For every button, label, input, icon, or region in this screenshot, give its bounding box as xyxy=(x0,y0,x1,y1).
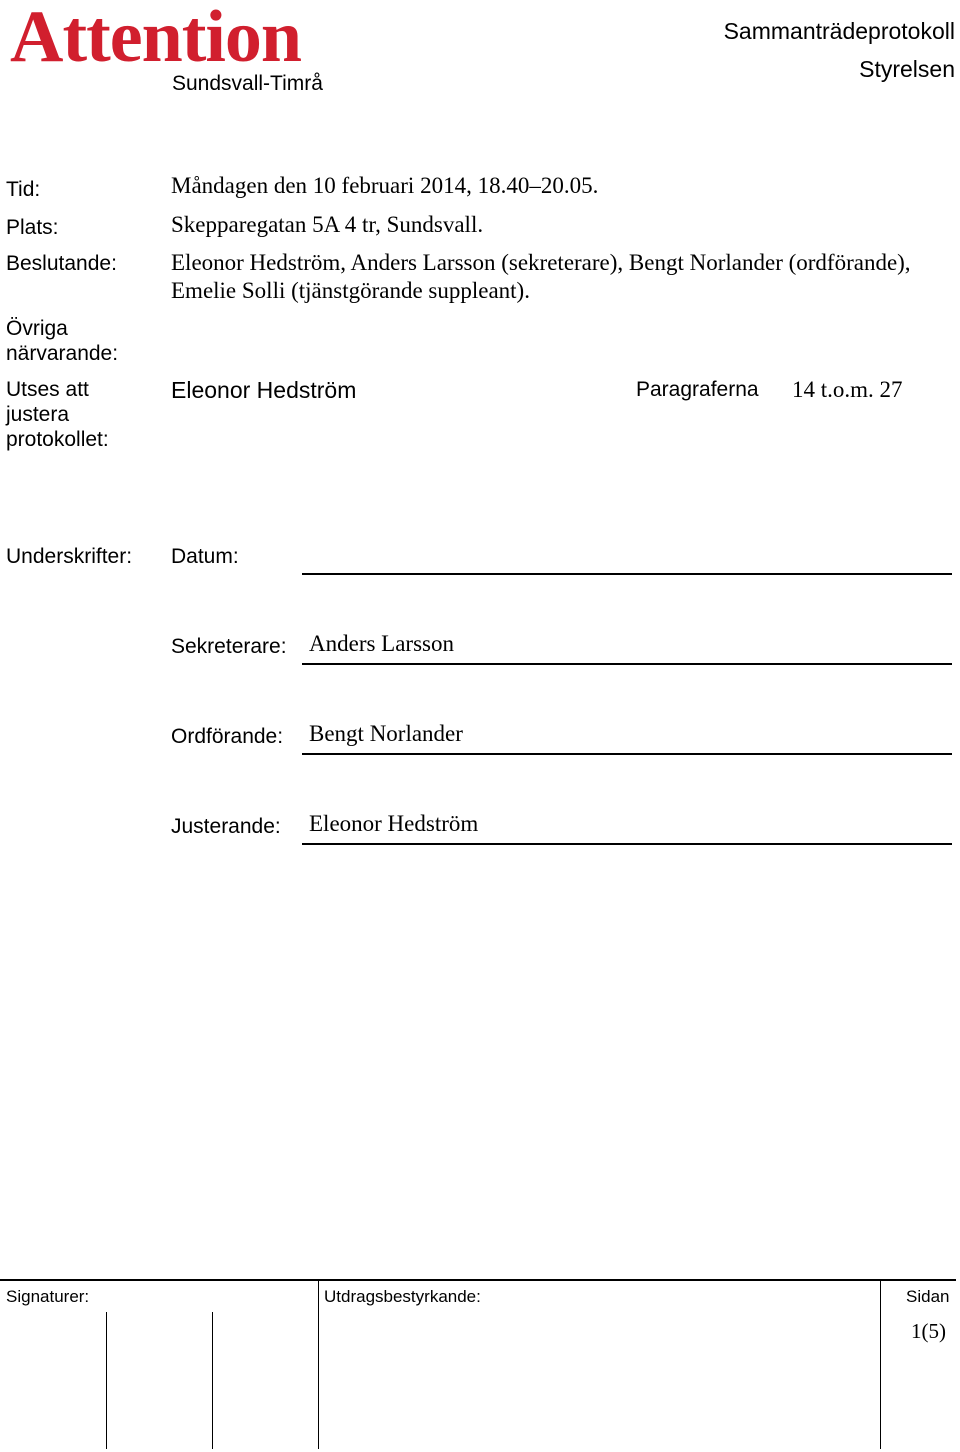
date-signature-line xyxy=(302,573,952,575)
deciding-value-line-1: Eleonor Hedström, Anders Larsson (sekreterare), Bengt Norlander (ordförande), xyxy=(171,250,911,275)
adjuster-signature-label: Justerande: xyxy=(171,815,281,838)
place-value: Skepparegatan 5A 4 tr, Sundsvall. xyxy=(171,212,484,237)
secretary-signature-line xyxy=(302,663,952,665)
footer-extract-label: Utdragsbestyrkande: xyxy=(324,1287,481,1306)
adjuster-label-line-2: justera xyxy=(6,403,70,426)
deciding-label: Beslutande: xyxy=(6,252,117,275)
page-number: 1(5) xyxy=(911,1319,946,1343)
organization-logo: Attention xyxy=(10,0,302,78)
initials-divider-1 xyxy=(106,1312,107,1449)
others-present-label-line-1: Övriga xyxy=(6,317,68,340)
footer-column-divider-1 xyxy=(318,1280,319,1449)
time-label: Tid: xyxy=(6,178,41,201)
footer-signatures-label: Signaturer: xyxy=(6,1287,90,1306)
adjuster-value: Eleonor Hedström xyxy=(171,377,357,403)
adjuster-label-line-1: Utses att xyxy=(6,378,89,401)
logo-subtitle: Sundsvall-Timrå xyxy=(172,72,323,95)
deciding-value-line-2: Emelie Solli (tjänstgörande suppleant). xyxy=(171,278,530,303)
initials-divider-2 xyxy=(212,1312,213,1449)
chair-label: Ordförande: xyxy=(171,725,284,748)
secretary-label: Sekreterare: xyxy=(171,635,287,658)
secretary-name: Anders Larsson xyxy=(309,631,454,656)
adjuster-label-line-3: protokollet: xyxy=(6,428,109,451)
footer-top-rule xyxy=(0,1279,956,1281)
document-type: Sammanträdeprotokoll xyxy=(723,18,955,44)
others-present-label-line-2: närvarande: xyxy=(6,342,119,365)
footer-column-divider-2 xyxy=(880,1280,881,1449)
chair-name: Bengt Norlander xyxy=(309,721,463,746)
paragraphs-value: 14 t.o.m. 27 xyxy=(792,377,903,402)
chair-signature-line xyxy=(302,753,952,755)
date-label: Datum: xyxy=(171,545,239,568)
signatures-section-label: Underskrifter: xyxy=(6,545,133,568)
paragraphs-label: Paragraferna xyxy=(636,378,759,401)
time-value: Måndagen den 10 februari 2014, 18.40–20.05. xyxy=(171,173,599,198)
place-label: Plats: xyxy=(6,216,59,239)
adjuster-signature-name: Eleonor Hedström xyxy=(309,811,479,836)
adjuster-signature-line xyxy=(302,843,952,845)
governing-body: Styrelsen xyxy=(859,56,955,82)
footer-page-label: Sidan xyxy=(906,1287,950,1306)
